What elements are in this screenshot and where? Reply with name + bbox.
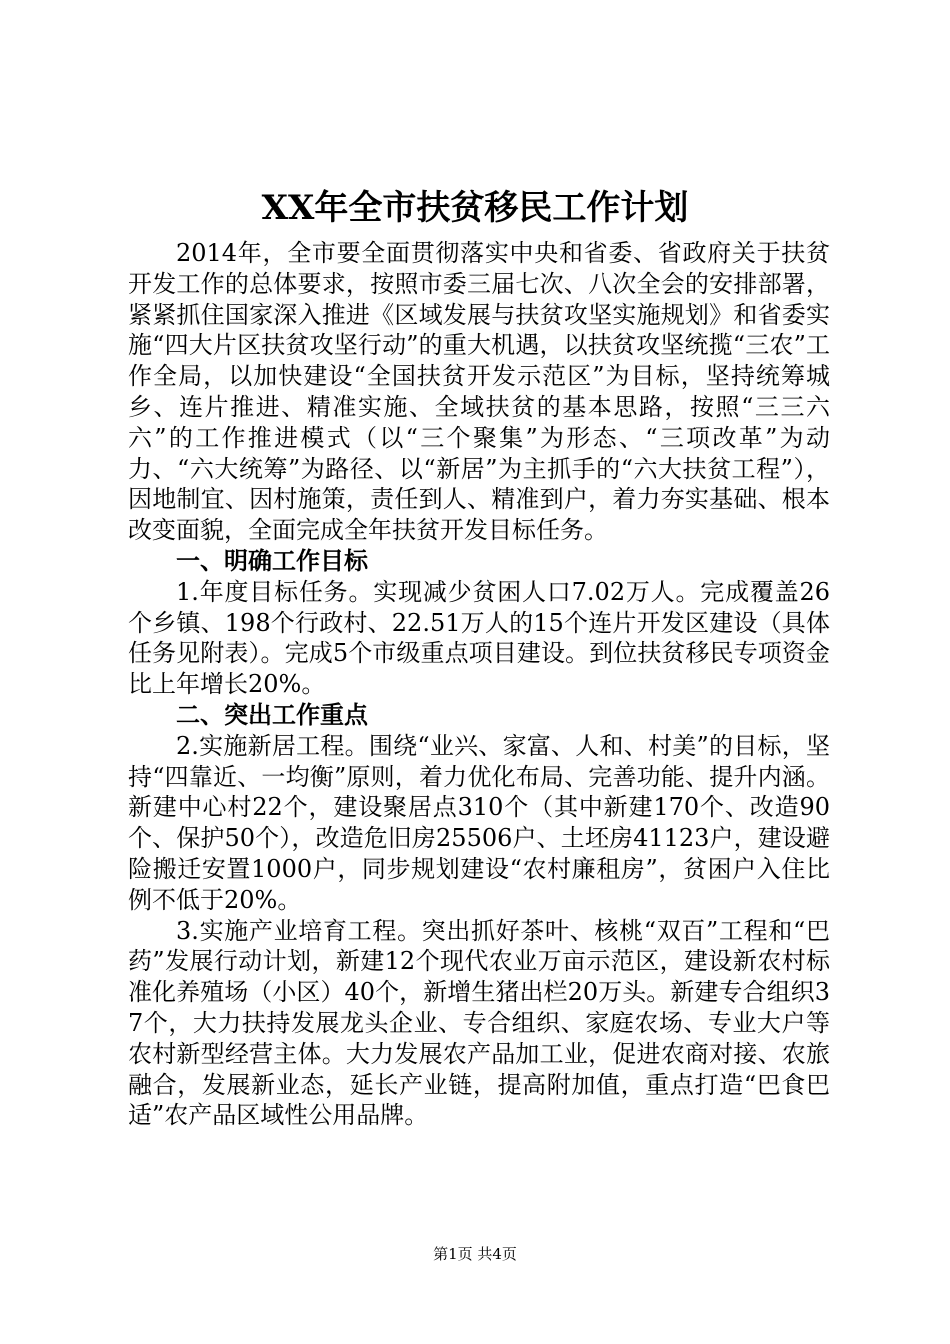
- intro-paragraph: 2014年，全市要全面贯彻落实中央和省委、省政府关于扶贫开发工作的总体要求，按照市委三届七次、八次全会的安排部署，紧紧抓住国家深入推进《区域发展与扶贫攻坚实施规划》和省委实施“四大片区扶贫攻坚行动”的重大机遇，以扶贫攻坚统揽“三农”工作全局，以加快建设“全国扶贫开发示范区”为目标，坚持统筹城乡、连片推进、精准实施、全域扶贫的基本思路，按照“三三六六”的工作推进模式（以“三个聚集”为形态、“三项改革”为动力、“六大统筹”为路径、以“新居”为主抓手的“六大扶贫工程”），因地制宜、因村施策，责任到人、精准到户，着力夯实基础、根本改变面貌，全面完成全年扶贫开发目标任务。: [128, 239, 830, 545]
- priorities-paragraph-2: 3.实施产业培育工程。突出抓好茶叶、核桃“双百”工程和“巴药”发展行动计划，新建12个现代农业万亩示范区，建设新农村标准化养殖场（小区）40个，新增生猪出栏20万头。新建专合组织37个，大力扶持发展龙头企业、专合组织、家庭农场、专业大户等农村新型经营主体。大力发展农产品加工业，促进农商对接、农旅融合，发展新业态，延长产业链，提高附加值，重点打造“巴食巴适”农产品区域性公用品牌。: [128, 916, 830, 1130]
- section-heading-goals: 一、明确工作目标: [176, 545, 368, 575]
- section-heading-priorities: 二、突出工作重点: [176, 699, 368, 729]
- document-title: XX年全市扶贫移民工作计划: [261, 188, 689, 228]
- document-body: [128, 238, 830, 1131]
- priorities-paragraph-1: 2.实施新居工程。围绕“业兴、家富、人和、村美”的目标，坚持“四靠近、一均衡”原则，着力优化布局、完善功能、提升内涵。新建中心村22个，建设聚居点310个（其中新建170个、改造90个、保护50个），改造危旧房25506户、土坯房41123户，建设避险搬迁安置1000户，同步规划建设“农村廉租房”，贫困户入住比例不低于20%。: [128, 731, 830, 914]
- goals-paragraph-1: 1.年度目标任务。实现减少贫困人口7.02万人。完成覆盖26个乡镇、198个行政村、22.51万人的15个连片开发区建设（具体任务见附表）。完成5个市级重点项目建设。到位扶贫移民专项资金比上年增长20%。: [128, 577, 830, 699]
- page-footer: 第1页 共4页: [433, 1245, 517, 1263]
